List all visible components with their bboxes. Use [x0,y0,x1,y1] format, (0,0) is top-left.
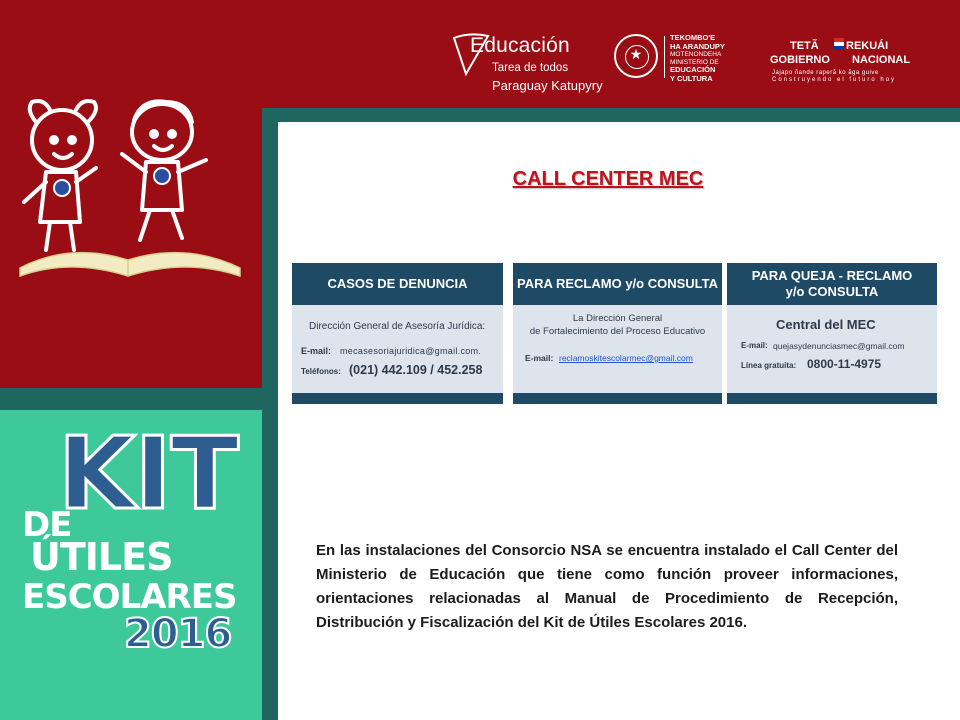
card-footer [513,393,722,404]
phone-label: Línea gratuita: [741,361,797,370]
card-denuncia [292,263,503,404]
email-value: quejasydenunciasmec@gmail.com [773,341,905,351]
card-body [727,305,937,393]
card-footer [727,393,937,404]
ministry-line: EDUCACIÓN [670,65,716,74]
teal-frame-top [262,108,960,122]
ministry-line: TEKOMBO'E [670,33,716,42]
card-footer [292,393,503,404]
phone-value: (021) 442.109 / 452.258 [349,363,483,377]
card-header-line: y/o CONSULTA [785,284,879,299]
card-body [513,305,722,393]
educacion-logo [452,30,612,100]
central-name: Central del MEC [776,317,876,332]
email-link[interactable]: reclamoskitescolarmec@gmail.com [559,353,693,363]
phone-label: Teléfonos: [301,367,341,376]
ministry-line: MINISTERIO DE [670,58,719,66]
email-label: E-mail: [525,353,554,363]
card-header: PARA RECLAMO y/o CONSULTA [513,263,722,305]
email-value: mecasesoriajuridica@gmail.com. [340,346,482,356]
card-queja [727,263,937,404]
email-label: E-mail: [301,346,332,356]
year-word: 2016 [124,611,232,657]
kids-reading-illustration [10,92,250,292]
escolares-word: ESCOLARES [22,577,237,617]
teal-frame-left [262,108,278,720]
ministry-divider [664,36,665,78]
edu-tagline: Tarea de todos [492,62,569,74]
gob-slogan-guarani: Jajapo ñande raperã ko ãga guive [772,70,879,76]
gob-gobierno: GOBIERNO [770,54,830,66]
card-header: CASOS DE DENUNCIA [292,263,503,305]
edu-country: Paraguay Katupyry [492,78,603,93]
email-label: E-mail: [741,341,768,350]
card-header-line: PARA QUEJA - RECLAMO [751,268,913,283]
card-reclamo [513,263,722,404]
gob-teta: TETÃ [790,40,819,52]
national-seal-icon: ★ [614,34,658,78]
ministry-line: MOTENONDEHA [670,51,722,58]
gob-slogan: Construyendo el futuro hoy [772,77,897,83]
ministry-line: Y CULTURA [670,73,713,83]
card-line: Dirección General de Asesoría Jurídica: [309,321,486,332]
left-teal-band [0,388,278,410]
card-line: La Dirección General [572,313,663,324]
de-word: DE [22,505,72,545]
description-paragraph: En las instalaciones del Consorcio NSA se encuentra instalado el Call Center del Ministerio de Educación que tiene como función proveer informaciones, orientaciones relacionadas al Manual de Procedimiento de Recepción, Distribución y Fiscalización del Kit de Útiles Escolares 2016. [316,542,898,631]
ministry-logo-text [670,34,740,83]
ministry-line: HA ARANDUPY [670,41,725,51]
flag-icon [834,38,844,50]
page-title: CALL CENTER MEC [512,168,704,190]
edu-title: Educación [470,34,570,57]
phone-value: 0800-11-4975 [807,357,882,371]
card-line: de Fortalecimiento del Proceso Educativo [529,326,706,337]
kit-word: KIT [58,415,238,532]
card-header [727,263,937,305]
gob-nacional: NACIONAL [852,54,911,66]
utiles-word: ÚTILES [30,535,173,579]
gob-rekuai: REKUÁI [846,40,889,52]
card-body [292,305,503,393]
